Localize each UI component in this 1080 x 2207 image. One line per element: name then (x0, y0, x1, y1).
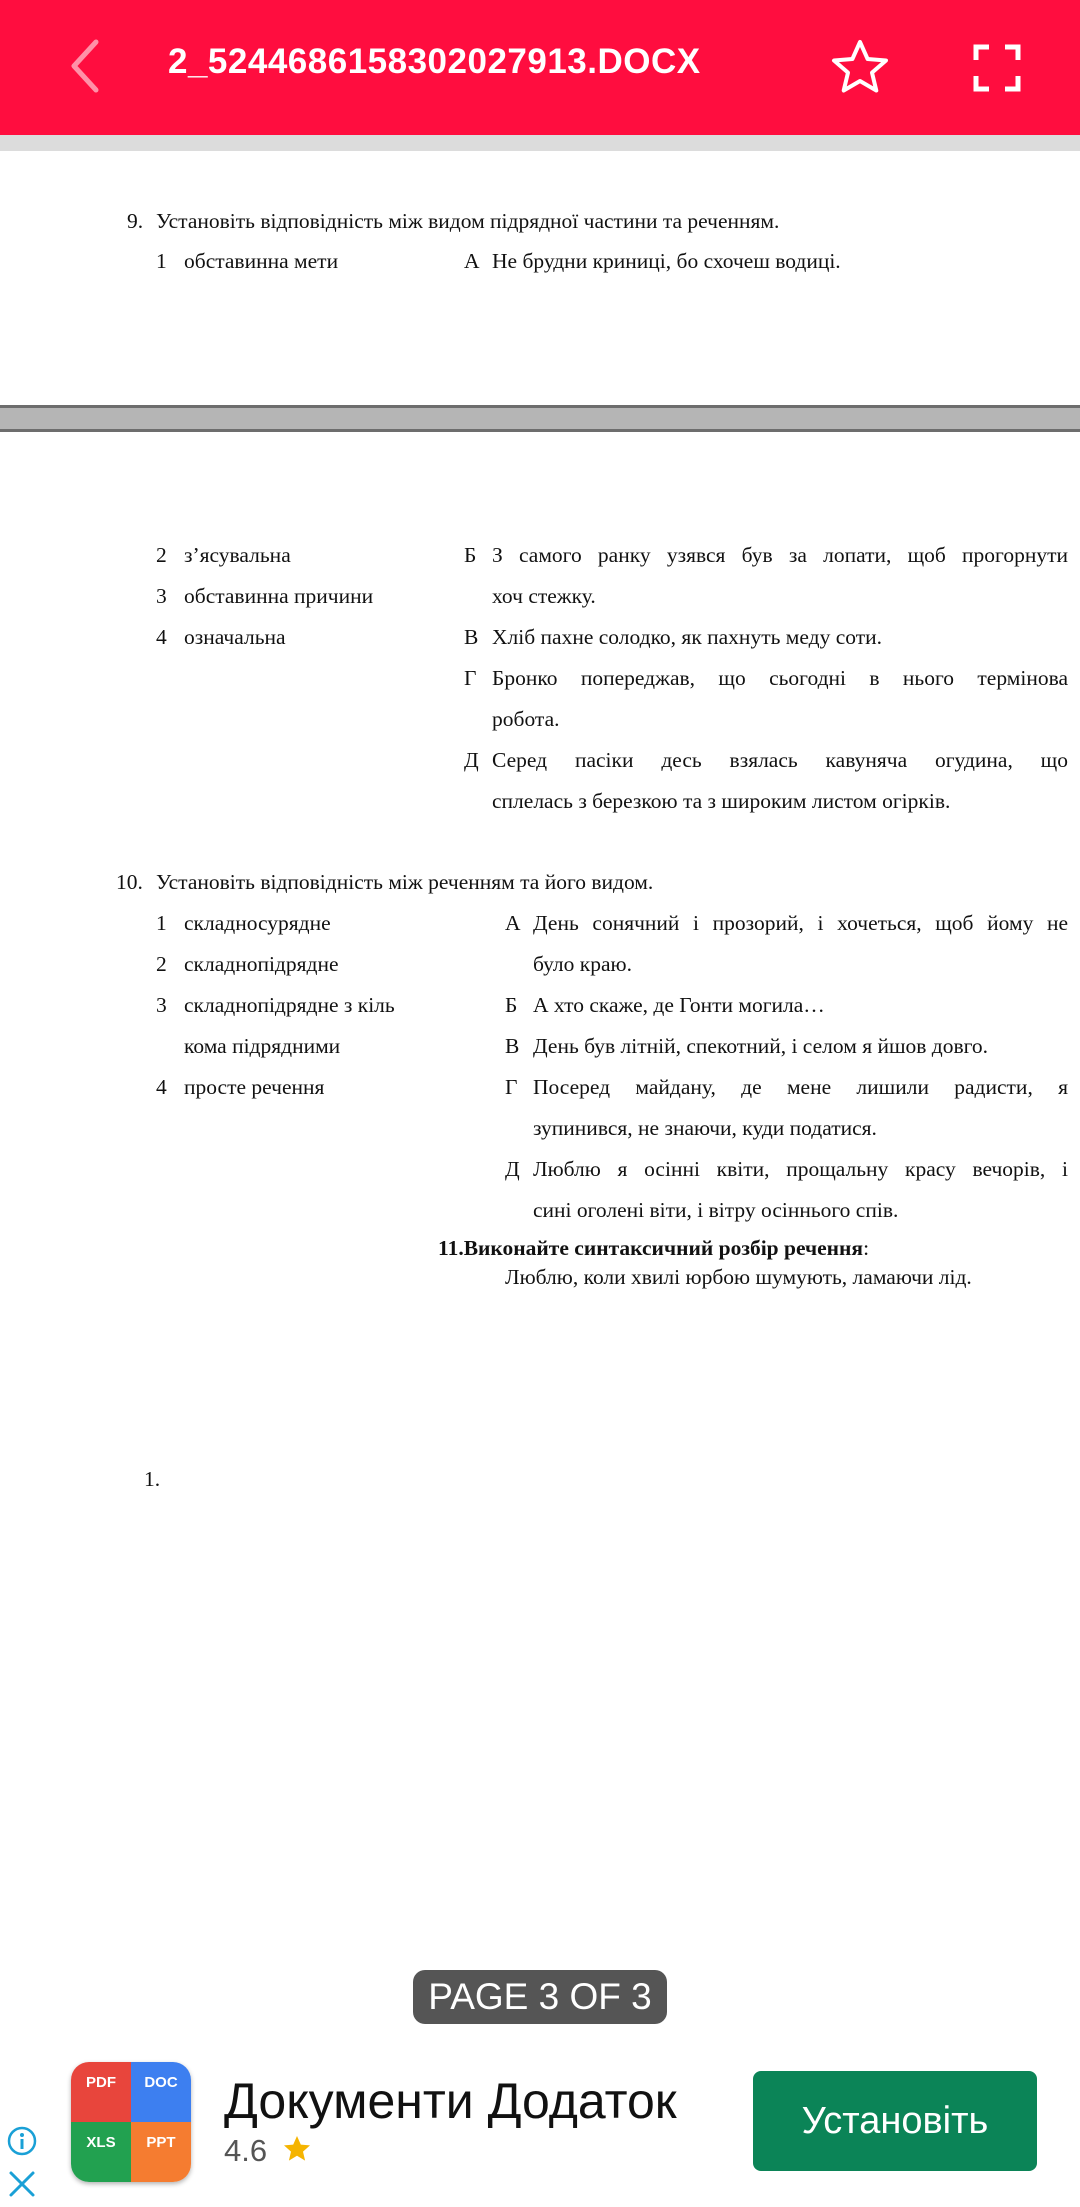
q9-left-text: обставинна мети (184, 249, 339, 273)
q10-right-text: А хто скаже, де Гонти могила… (533, 993, 825, 1017)
list-marker: 1. (144, 1467, 161, 1491)
q10-right-letter: Г (505, 1075, 518, 1099)
q10-left-num: 3 (156, 993, 167, 1017)
q9-right-text: Серед пасіки десь взялась кавуняча огудина, що (492, 748, 1068, 772)
document-title: 2_5244686158302027913.DOCX (168, 42, 701, 81)
q9-left-num: 3 (156, 584, 167, 608)
q9-right-text-cont: хоч стежку. (492, 584, 596, 608)
q10-right-letter: А (505, 911, 521, 935)
doc-icon: DOC (131, 2062, 191, 2122)
q9-right-text: Бронко попереджав, що сьогодні в нього термінова (492, 666, 1068, 690)
q10-right-text-cont: зупинився, не знаючи, куди податися. (533, 1116, 877, 1140)
q9-prompt: Установіть відповідність між видом підрядної частини та реченням. (156, 209, 780, 233)
q10-right-letter: Д (505, 1157, 520, 1181)
ad-app-name[interactable]: Документи Додаток (224, 2073, 677, 2129)
q9-right-text: Не брудни криниці, бо схочеш водиці. (492, 249, 841, 273)
q11-colon: : (863, 1236, 870, 1260)
page-indicator: PAGE 3 OF 3 (413, 1970, 667, 2024)
q9-number: 9. (127, 209, 144, 233)
q10-left-num: 4 (156, 1075, 167, 1099)
q10-right-letter: Б (505, 993, 518, 1017)
xls-icon: XLS (71, 2122, 131, 2182)
q10-right-text: День був літній, спекотний, і селом я йшов довго. (533, 1034, 989, 1058)
q9-left-text: означальна (184, 625, 286, 649)
chevron-left-icon[interactable] (62, 36, 112, 96)
ad-info-icon[interactable] (6, 2125, 38, 2157)
q10-right-text: Люблю я осінні квіти, прощальну красу вечорів, і (533, 1157, 1068, 1181)
q11-title: 11.Виконайте синтаксичний розбір речення (438, 1236, 864, 1260)
pdf-icon: PDF (71, 2062, 131, 2122)
q9-right-letter: Д (464, 748, 479, 772)
q10-right-text-cont: сині оголені віти, і вітру осіннього спів. (533, 1198, 899, 1222)
ad-rating: 4.6 (224, 2133, 268, 2168)
q10-right-text: Посеред майдану, де мене лишили радисти, я (533, 1075, 1068, 1099)
q10-prompt: Установіть відповідність між реченням та його видом. (156, 870, 654, 894)
page-break-divider (0, 405, 1080, 432)
q9-right-text: З самого ранку узявся був за лопати, щоб прогорнути (492, 543, 1068, 567)
q10-number: 10. (116, 870, 143, 894)
q10-left-num: 1 (156, 911, 167, 935)
q9-right-letter: А (464, 249, 480, 273)
app-bar-shadow (0, 135, 1080, 151)
q10-right-letter: В (505, 1034, 520, 1058)
star-outline-icon[interactable] (830, 38, 890, 96)
q9-left-num: 4 (156, 625, 167, 649)
q9-left-text: з’ясувальна (184, 543, 291, 567)
q10-right-text: День сонячний і прозорий, і хочеться, щоб йому не (533, 911, 1068, 935)
q9-right-text-cont: сплелась з березкою та з широким листом огірків. (492, 789, 951, 813)
fullscreen-icon[interactable] (973, 44, 1021, 92)
q9-right-text-cont: робота. (492, 707, 560, 731)
q10-left-text: просте речення (184, 1075, 325, 1099)
q10-left-text-cont: кома підрядними (184, 1034, 341, 1058)
q9-right-letter: Г (464, 666, 477, 690)
q9-right-letter: В (464, 625, 479, 649)
ppt-icon: PPT (131, 2122, 191, 2182)
app-icon[interactable] (71, 2062, 191, 2182)
q9-right-text: Хліб пахне солодко, як пахнуть меду соти. (492, 625, 882, 649)
install-button[interactable]: Установіть (753, 2071, 1037, 2171)
q10-left-text: складносурядне (184, 911, 331, 935)
q9-left-num: 1 (156, 249, 167, 273)
q10-left-text: складнопідрядне (184, 952, 339, 976)
q9-left-text: обставинна причини (184, 584, 374, 608)
rating-star-icon (282, 2134, 312, 2164)
ad-close-icon[interactable] (8, 2170, 36, 2198)
q11-sentence: Люблю, коли хвилі юрбою шумують, ламаючи лід. (505, 1265, 972, 1289)
q10-left-num: 2 (156, 952, 167, 976)
q9-right-letter: Б (464, 543, 477, 567)
q10-right-text-cont: було краю. (533, 952, 632, 976)
q9-left-num: 2 (156, 543, 167, 567)
q10-left-text: складнопідрядне з кіль (184, 993, 395, 1017)
